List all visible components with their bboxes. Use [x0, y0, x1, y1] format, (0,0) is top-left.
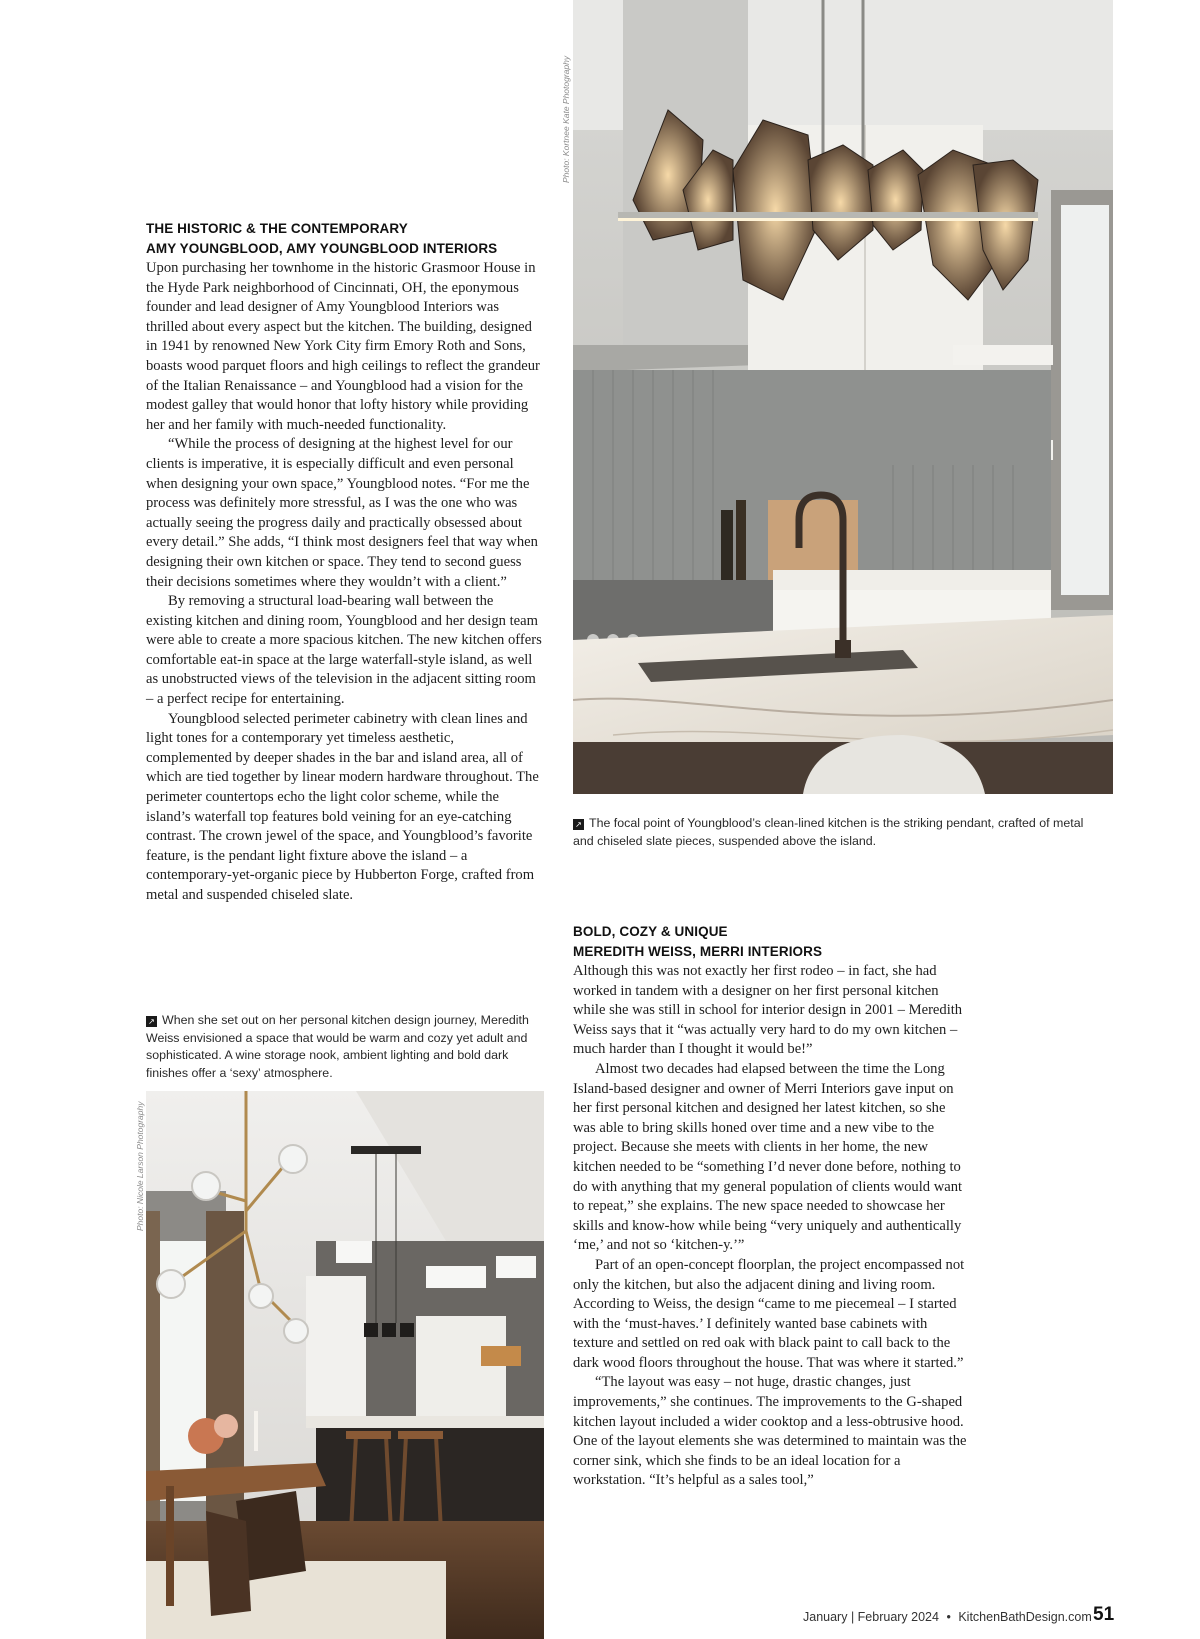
article1-body: [146, 259, 542, 906]
photo2-caption-text: When she set out on her personal kitchen design journey, Meredith Weiss envisioned a space that would be warm and cozy yet adult and sophisticated. A wine storage nook, ambient lighting and bold dark finishes offer a ‘sexy’ atmosphere.: [146, 1013, 529, 1080]
article2-paragraph: “The layout was easy – not huge, drastic changes, just improvements,” she continues. The improvements to the G-shaped kitchen layout included a wider cooktop and a less-obtrusive hood. One of the layout elements she was determined to maintain was the corner sink, which she finds to be an ideal location for a workstation. “It’s helpful as a sales tool,”: [573, 1374, 967, 1489]
photo1-caption: [573, 815, 1093, 850]
article2-heading-byline: MEREDITH WEISS, MERRI INTERIORS: [573, 944, 823, 959]
photo1-credit: Photo: Kortnee Kate Photography: [561, 55, 571, 183]
article1-paragraph: By removing a structural load-bearing wall between the existing kitchen and dining room, Youngblood and her design team were able to create a more spacious kitchen. The new kitchen offers comfortable eat-in space at the large waterfall-style island, as well as unobstructed views of the television in the adjacent sitting room – a perfect recipe for entertaining.: [146, 593, 542, 708]
arrow-up-right-icon: ↗: [573, 819, 584, 830]
article2-body: [573, 962, 971, 1491]
page-number: 51: [1093, 1604, 1115, 1625]
article1-heading: [146, 219, 546, 259]
photo2-caption: [146, 1012, 546, 1082]
photo1-caption-text: The focal point of Youngblood’s clean-lined kitchen is the striking pendant, crafted of metal and chiseled slate pieces, suspended above the island.: [573, 816, 1084, 848]
article1-paragraph: Upon purchasing her townhome in the historic Grasmoor House in the Hyde Park neighborhood of Cincinnati, OH, the eponymous founder and lead designer of Amy Youngblood Interiors was thrilled about every aspect but the kitchen. The building, designed in 1941 by renowned New York City firm Emory Roth and Sons, boasts wood parquet floors and high ceilings to reflect the grandeur of the Italian Renaissance – and Youngblood had a vision for the modest galley that would honor that lofty history while providing her and her family with much-needed functionality.: [146, 260, 540, 433]
article2-paragraph: Part of an open-concept floorplan, the project encompassed not only the kitchen, but also the adjacent dining and living room. According to Weiss, the design “came to me piecemeal – I started with the ‘must-haves.’ I definitely wanted base cabinets with texture and settled on red oak with black paint to call back to the dark wood floors throughout the house. That was where it started.”: [573, 1256, 965, 1371]
dining-kitchen-photo: [146, 1091, 544, 1639]
article1-heading-byline: AMY YOUNGBLOOD, AMY YOUNGBLOOD INTERIORS: [146, 241, 498, 256]
article2-paragraph: Although this was not exactly her first rodeo – in fact, she had worked in tandem with a designer on her first personal kitchen while she was still in school for interior design in 2001 – Meredith Weiss says that it “was actually very hard to do my own kitchen – much harder than I thought it would be!”: [573, 963, 963, 1058]
article2-heading: [573, 922, 993, 962]
article1-paragraph: “While the process of designing at the highest level for our clients is imperative, it is especially difficult and even personal when designing your own space,” Youngblood notes. “For me the process was definitely more stressful, as I was the one who was actually seeing the progress daily and practically obsessed about every detail.” She adds, “I think most designers feel that way when designing their own kitchen or space. They tend to second guess their decisions sometimes where they wouldn’t with a client.”: [146, 436, 538, 590]
page-footer: [803, 1610, 1092, 1624]
footer-separator: •: [946, 1610, 951, 1624]
article1-paragraph: Youngblood selected perimeter cabinetry with clean lines and light tones for a contemporary yet timeless aesthetic, complemented by deeper shades in the bar and island area, all of which are tied together by linear modern hardware throughout. The perimeter countertops echo the light color scheme, while the island’s waterfall top features bold veining for an eye-catching contrast. The crown jewel of the space, and Youngblood’s favorite feature, is the pendant light fixture above the island – a contemporary-yet-organic piece by Hubberton Forge, crafted from metal and suspended chiseled slate.: [146, 710, 539, 903]
article1-heading-title: THE HISTORIC & THE CONTEMPORARY: [146, 221, 408, 236]
article2-paragraph: Almost two decades had elapsed between the time the Long Island-based designer and owner of Merri Interiors gave input on her first personal kitchen and designed her latest kitchen, so she was able to bring skills honed over time and a new vibe to the project. Because she meets with clients in her home, the new kitchen needed to be “something I’d never done before, nothing to do with anything that my general population of clients would want to repeat,” she explains. The new space needed to showcase her skills and know-how while being “very uniquely and authentically ‘me,’ and not so ‘kitchen-y.’”: [573, 1060, 963, 1254]
photo2-credit: Photo: Nicole Larson Photography: [135, 1101, 145, 1231]
kitchen-pendant-photo: [573, 0, 1113, 794]
arrow-up-right-icon: ↗: [146, 1016, 157, 1027]
website-url: KitchenBathDesign.com: [958, 1610, 1092, 1624]
issue-date: January | February 2024: [803, 1610, 939, 1624]
article2-heading-title: BOLD, COZY & UNIQUE: [573, 924, 728, 939]
